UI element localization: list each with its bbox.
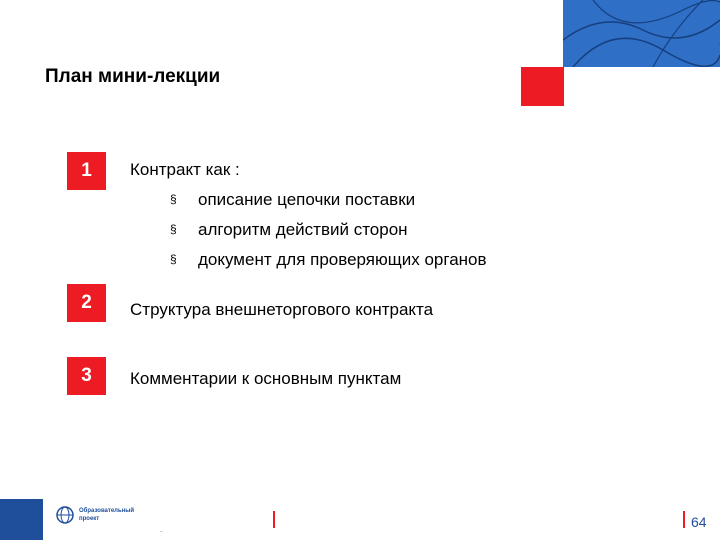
item-text-1: Контракт как : bbox=[130, 160, 240, 179]
decorative-blue-pattern bbox=[563, 0, 720, 67]
footer-divider bbox=[273, 511, 275, 528]
footer-blue-block bbox=[0, 499, 43, 540]
item-number-2: 2 bbox=[67, 284, 106, 322]
globe-logo-icon bbox=[56, 506, 74, 524]
decorative-red-square bbox=[521, 67, 564, 106]
bullet-text: описание цепочки поставки bbox=[198, 190, 416, 209]
footer-logo bbox=[56, 506, 134, 524]
bullet-item bbox=[170, 220, 408, 240]
bullet-text: алгоритм действий сторон bbox=[198, 220, 408, 239]
bullet-item bbox=[170, 190, 415, 210]
bullet-text: документ для проверяющих органов bbox=[198, 250, 487, 269]
bullet-mark-icon: § bbox=[170, 222, 177, 236]
footer-divider bbox=[683, 511, 685, 528]
item-text-3: Комментарии к основным пунктам bbox=[130, 369, 402, 388]
logo-line-1: Образовательный bbox=[79, 508, 135, 514]
bullet-item bbox=[170, 250, 487, 270]
item-text-2: Структура внешнеторгового контракта bbox=[130, 300, 434, 319]
slide-title: План мини-лекции bbox=[45, 66, 221, 87]
bullet-mark-icon: § bbox=[170, 252, 177, 266]
bullet-mark-icon: § bbox=[170, 192, 177, 206]
footer-dot: . bbox=[160, 525, 163, 534]
page-number: 64 bbox=[691, 514, 707, 530]
logo-line-2: проект bbox=[79, 516, 100, 522]
item-number-3: 3 bbox=[67, 357, 106, 395]
item-number-1: 1 bbox=[67, 152, 106, 190]
